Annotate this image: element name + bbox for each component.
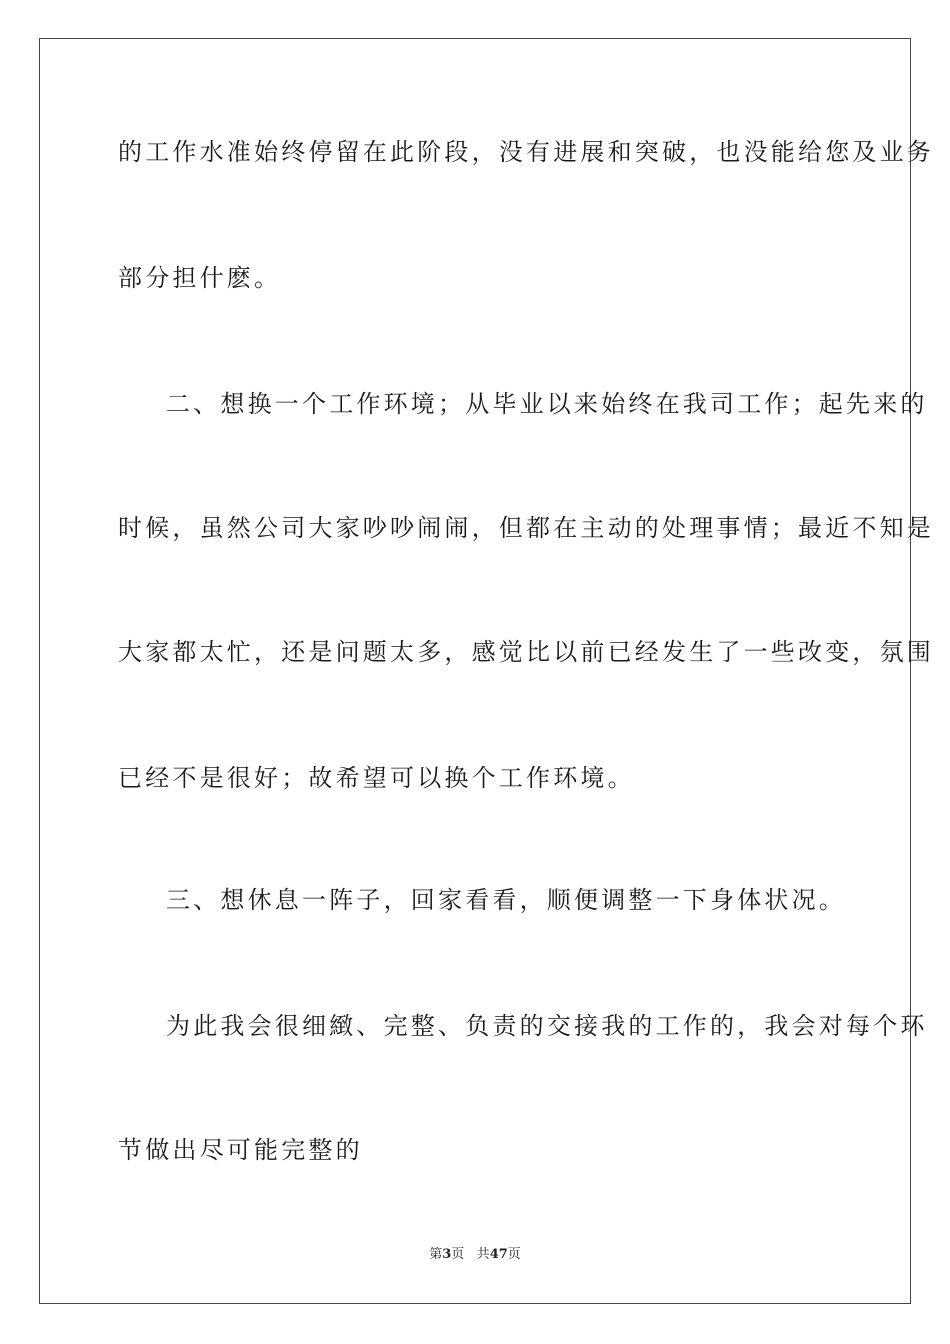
page-border	[39, 38, 911, 1304]
total-pages: 47	[489, 1247, 508, 1262]
body-line-7: 三、想休息一阵子，回家看看，顺便调整一下身体状况。	[166, 886, 846, 914]
body-line-8: 为此我会很细緻、完整、负责的交接我的工作的，我会对每个环	[166, 1012, 928, 1040]
body-line-1: 的工作水准始终停留在此阶段，没有进展和突破，也没能给您及业务	[118, 138, 934, 166]
body-line-6: 已经不是很好；故希望可以换个工作环境。	[118, 764, 635, 792]
body-line-2: 部分担什麽。	[118, 264, 282, 292]
body-line-5: 大家都太忙，还是问题太多，感觉比以前已经发生了一些改变，氛围	[118, 638, 934, 666]
total-suffix: 页	[507, 1247, 521, 1262]
body-line-4: 时候，虽然公司大家吵吵闹闹，但都在主动的处理事情；最近不知是	[118, 514, 934, 542]
page-prefix: 第	[429, 1247, 443, 1262]
body-line-9: 节做出尽可能完整的	[118, 1136, 363, 1164]
body-line-3: 二、想换一个工作环境；从毕业以来始终在我司工作；起先来的	[166, 390, 928, 418]
page-footer	[0, 1246, 950, 1264]
total-prefix: 共	[476, 1247, 490, 1262]
page-number: 3	[442, 1247, 452, 1262]
page-suffix: 页	[451, 1247, 465, 1262]
